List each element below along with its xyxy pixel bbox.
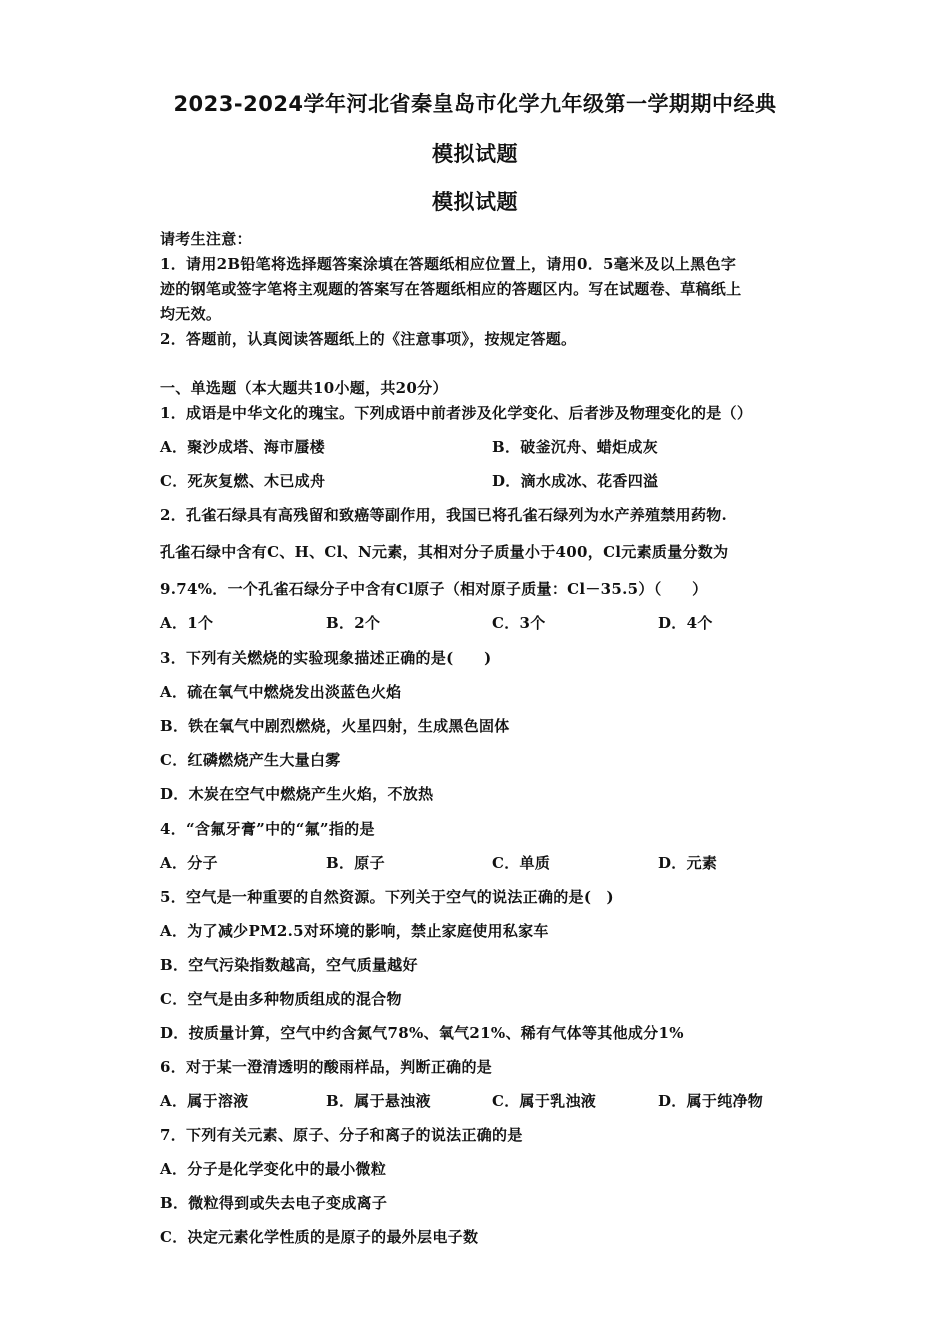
q2-stem-line2: 孔雀石绿中含有C、H、Cl、N元素，其相对分子质量小于400，Cl元素质量分数为 (160, 543, 729, 561)
q3-stem: 3．下列有关燃烧的实验现象描述正确的是( ) (160, 649, 492, 667)
q4-option-b: B．原子 (326, 854, 385, 872)
q6-option-d: D．属于纯净物 (658, 1092, 764, 1110)
q5-option-d: D．按质量计算，空气中约含氮气78%、氧气21%、稀有气体等其他成分1% (160, 1024, 684, 1042)
q3-option-b: B．铁在氧气中剧烈燃烧，火星四射，生成黑色固体 (160, 717, 510, 735)
exam-title-line1: 2023-2024学年河北省秦皇岛市化学九年级第一学期期中经典 (173, 92, 777, 116)
q5-option-b: B．空气污染指数越高，空气质量越好 (160, 956, 418, 974)
q3-option-a: A．硫在氧气中燃烧发出淡蓝色火焰 (160, 683, 402, 701)
section-heading: 一、单选题（本大题共10小题，共20分） (160, 379, 448, 397)
q6-option-b: B．属于悬浊液 (326, 1092, 431, 1110)
q5-option-c: C．空气是由多种物质组成的混合物 (160, 990, 402, 1008)
q2-stem-line1: 2．孔雀石绿具有高残留和致癌等副作用，我国已将孔雀石绿列为水产养殖禁用药物. (160, 506, 728, 524)
q2-option-b: B．2个 (326, 614, 381, 632)
q4-option-c: C．单质 (492, 854, 551, 872)
q2-option-d: D．4个 (658, 614, 713, 632)
q5-option-a: A．为了减少PM2.5对环境的影响，禁止家庭使用私家车 (160, 922, 549, 940)
q5-stem: 5．空气是一种重要的自然资源。下列关于空气的说法正确的是( ) (160, 888, 614, 906)
q7-option-c: C．决定元素化学性质的是原子的最外层电子数 (160, 1228, 479, 1246)
q1-option-a: A．聚沙成塔、海市蜃楼 (160, 438, 325, 456)
q7-stem: 7．下列有关元素、原子、分子和离子的说法正确的是 (160, 1126, 523, 1144)
notice-heading: 请考生注意： (160, 230, 252, 248)
q7-option-a: A．分子是化学变化中的最小微粒 (160, 1160, 387, 1178)
q3-option-c: C．红磷燃烧产生大量白雾 (160, 751, 341, 769)
notice-line-4: 2．答题前，认真阅读答题纸上的《注意事项》，按规定答题。 (160, 330, 577, 348)
q6-option-a: A．属于溶液 (160, 1092, 249, 1110)
q2-stem-line3: 9.74%．一个孔雀石绿分子中含有Cl原子（相对原子质量：Cl－35.5）（ ） (160, 580, 708, 598)
q1-option-d: D．滴水成冰、花香四溢 (492, 472, 659, 490)
q1-option-c: C．死灰复燃、木已成舟 (160, 472, 326, 490)
exam-subtitle: 模拟试题 (432, 190, 518, 214)
q4-option-a: A．分子 (160, 854, 218, 872)
q7-option-b: B．微粒得到或失去电子变成离子 (160, 1194, 388, 1212)
notice-line-1: 1．请用2B铅笔将选择题答案涂填在答题纸相应位置上，请用0．5毫米及以上黑色字 (160, 255, 737, 273)
notice-line-2: 迹的钢笔或签字笔将主观题的答案写在答题纸相应的答题区内。写在试题卷、草稿纸上 (160, 280, 742, 298)
q2-option-a: A．1个 (160, 614, 214, 632)
q1-stem: 1．成语是中华文化的瑰宝。下列成语中前者涉及化学变化、后者涉及物理变化的是（） (160, 404, 753, 422)
q6-option-c: C．属于乳浊液 (492, 1092, 597, 1110)
q3-option-d: D．木炭在空气中燃烧产生火焰，不放热 (160, 785, 434, 803)
q4-stem: 4．“含氟牙膏”中的“氟”指的是 (160, 820, 375, 838)
exam-title-line2: 模拟试题 (432, 142, 518, 166)
notice-line-3: 均无效。 (160, 305, 222, 323)
q1-option-b: B．破釜沉舟、蜡炬成灰 (492, 438, 658, 456)
q2-option-c: C．3个 (492, 614, 546, 632)
q6-stem: 6．对于某一澄清透明的酸雨样品，判断正确的是 (160, 1058, 493, 1076)
q4-option-d: D．元素 (658, 854, 718, 872)
